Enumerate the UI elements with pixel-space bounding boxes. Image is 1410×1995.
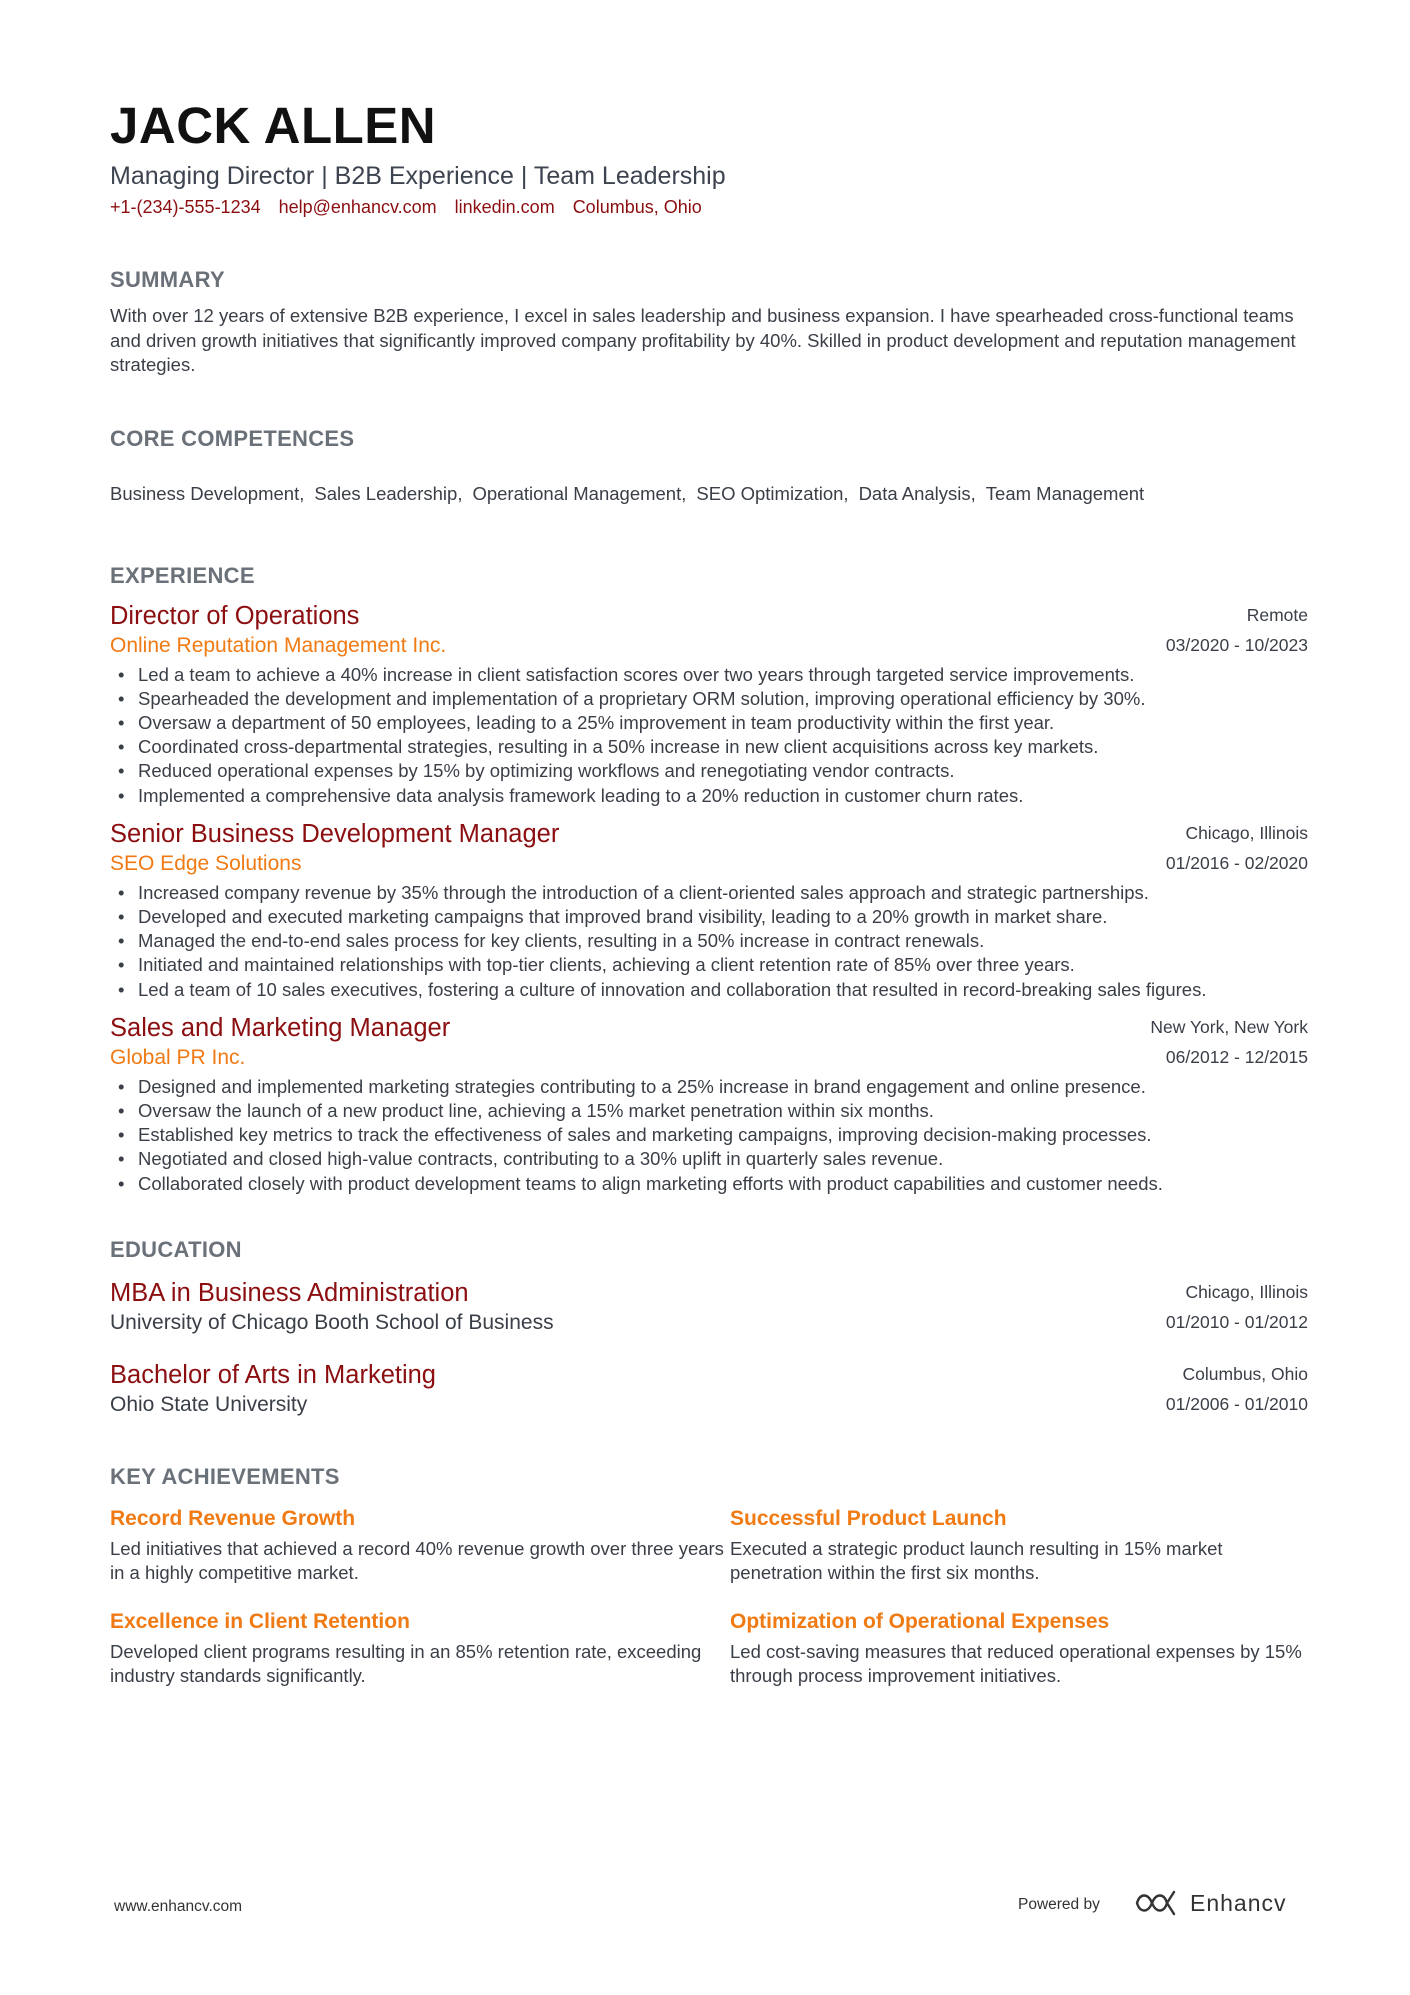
job-location: Chicago, Illinois [1185,822,1308,843]
linkedin-link[interactable]: linkedin.com [454,197,555,217]
bullet-item: • Initiated and maintained relationships with top-tier clients, achieving a client retention rate of 85% over three years. [110,953,1308,977]
bullet-item: • Oversaw a department of 50 employees, leading to a 25% improvement in team productivity within the first year. [110,711,1308,735]
resume-page [110,96,1308,1689]
achievements-grid [110,1505,1308,1689]
entry-meta [1166,1277,1308,1337]
section-title: CORE COMPETENCES [110,425,355,451]
job-title: Sales and Marketing Manager [110,1013,451,1042]
school-dates: 01/2010 - 01/2012 [1165,1311,1308,1332]
bullet-item: • Negotiated and closed high-value contracts, contributing to a 30% uplift in quarterly sales revenue. [110,1147,1308,1171]
competence-item: Data Analysis , [859,481,986,507]
bullet-item: • Reduced operational expenses by 15% by optimizing workflows and renegotiating vendor contracts. [110,759,1308,783]
experience-entry [110,818,1308,1002]
headline: Managing Director | B2B Experience | Team Leadership [110,162,726,190]
page-footer [114,1888,1312,1928]
bullet-item: • Established key metrics to track the effectiveness of sales and marketing campaigns, improving decision-making processes. [110,1123,1308,1147]
education-entry [110,1277,1308,1337]
achievement-item [730,1505,1308,1586]
bullet-item: • Implemented a comprehensive data analysis framework leading to a 20% reduction in customer churn rates. [110,784,1308,808]
enhancv-logo[interactable] [1134,1888,1287,1918]
job-title: Senior Business Development Manager [110,819,560,848]
bullet-item: • Managed the end-to-end sales process for key clients, resulting in a 50% increase in contract renewals. [110,929,1308,953]
achievement-description: Led initiatives that achieved a record 40% revenue growth over three years in a highly competitive market. [110,1537,724,1584]
core-competences-section [110,425,1308,507]
summary-section [110,266,1308,378]
entry-meta [1166,600,1308,660]
achievement-description: Led cost-saving measures that reduced operational expenses by 15% through process improvement initiatives. [730,1640,1302,1687]
summary-text: With over 12 years of extensive B2B experience, I excel in sales leadership and business expansion. I have spearheaded cross-functional teams and driven growth initiatives that significantly improved company profitability by 40%. Skilled in product development and reputation management strategies. [110,305,1296,375]
competence-item: Team Management [985,482,1145,504]
achievement-item [110,1505,730,1586]
job-title: Director of Operations [110,601,360,630]
bullet-item: • Increased company revenue by 35% through the introduction of a client-oriented sales approach and strategic partnerships. [110,881,1308,905]
job-dates: 03/2020 - 10/2023 [1165,634,1308,655]
bullet-item: • Developed and executed marketing campaigns that improved brand visibility, leading to a 20% growth in market share. [110,905,1308,929]
competence-item: Business Development , [110,481,314,507]
experience-entry [110,1012,1308,1196]
achievement-description: Developed client programs resulting in an 85% retention rate, exceeding industry standards significantly. [110,1640,702,1687]
company-name: Global PR Inc. [110,1045,246,1069]
achievement-item [730,1608,1308,1689]
enhancv-logo-icon [1134,1888,1182,1918]
job-dates: 01/2016 - 02/2020 [1165,852,1308,873]
school-location: Columbus, Ohio [1182,1363,1308,1384]
section-title: SUMMARY [110,267,225,292]
degree-title: MBA in Business Administration [110,1278,469,1307]
section-title: EDUCATION [110,1236,242,1262]
job-location: New York, New York [1150,1016,1308,1037]
education-section [110,1236,1308,1419]
bullet-item: • Spearheaded the development and implementation of a proprietary ORM solution, improving operational efficiency by 30%. [110,687,1308,711]
achievement-title: Optimization of Operational Expenses [730,1609,1110,1633]
section-title: EXPERIENCE [110,562,255,588]
school-name: Ohio State University [110,1392,308,1416]
bullet-item: • Oversaw the launch of a new product line, achieving a 15% market penetration within six months. [110,1099,1308,1123]
competence-item: Operational Management , [472,481,696,507]
achievement-title: Excellence in Client Retention [110,1609,410,1633]
section-title: KEY ACHIEVEMENTS [110,1463,340,1489]
bullet-list [110,663,1308,808]
competence-item: Sales Leadership , [314,481,472,507]
powered-by-label: Powered by [1018,1896,1100,1913]
bullet-item: • Led a team of 10 sales executives, fostering a culture of innovation and collaboration that resulted in record-breaking sales figures. [110,978,1308,1002]
entry-meta [1166,818,1308,878]
school-location: Chicago, Illinois [1185,1281,1308,1302]
enhancv-logo-text: Enhancv [1190,1889,1287,1916]
bullet-item: • Collaborated closely with product development teams to align marketing efforts with product capabilities and customer needs. [110,1172,1308,1196]
key-achievements-section [110,1463,1308,1689]
experience-entry [110,600,1308,808]
job-location: Remote [1246,604,1308,625]
footer-site-link[interactable]: www.enhancv.com [114,1898,243,1915]
achievement-title: Successful Product Launch [730,1506,1007,1530]
entry-meta [1166,1359,1308,1419]
bullet-item: • Led a team to achieve a 40% increase in client satisfaction scores over two years through targeted service improvements. [110,663,1308,687]
contact-info [110,194,1308,220]
bullet-list [110,881,1308,1002]
candidate-name: JACK ALLEN [110,97,437,154]
competence-item: SEO Optimization , [696,481,858,507]
entry-meta [1150,1012,1308,1072]
email-link[interactable]: help@enhancv.com [278,197,437,217]
education-entry [110,1359,1308,1419]
achievement-title: Record Revenue Growth [110,1506,356,1530]
experience-section [110,562,1308,1196]
school-dates: 01/2006 - 01/2010 [1165,1393,1308,1414]
job-dates: 06/2012 - 12/2015 [1165,1046,1308,1067]
degree-title: Bachelor of Arts in Marketing [110,1360,436,1389]
competences-list [110,481,1308,507]
school-name: University of Chicago Booth School of Business [110,1310,554,1334]
company-name: SEO Edge Solutions [110,851,302,875]
achievement-item [110,1608,730,1689]
phone-link[interactable]: +1-(234)-555-1234 [110,197,261,217]
bullet-item: • Designed and implemented marketing strategies contributing to a 25% increase in brand engagement and online presence. [110,1075,1308,1099]
bullet-item: • Coordinated cross-departmental strategies, resulting in a 50% increase in new client acquisitions across key markets. [110,735,1308,759]
location-text: Columbus, Ohio [572,197,702,217]
resume-header [110,96,1308,220]
achievement-description: Executed a strategic product launch resulting in 15% market penetration within the first six months. [730,1537,1223,1584]
company-name: Online Reputation Management Inc. [110,633,447,657]
bullet-list [110,1075,1308,1196]
